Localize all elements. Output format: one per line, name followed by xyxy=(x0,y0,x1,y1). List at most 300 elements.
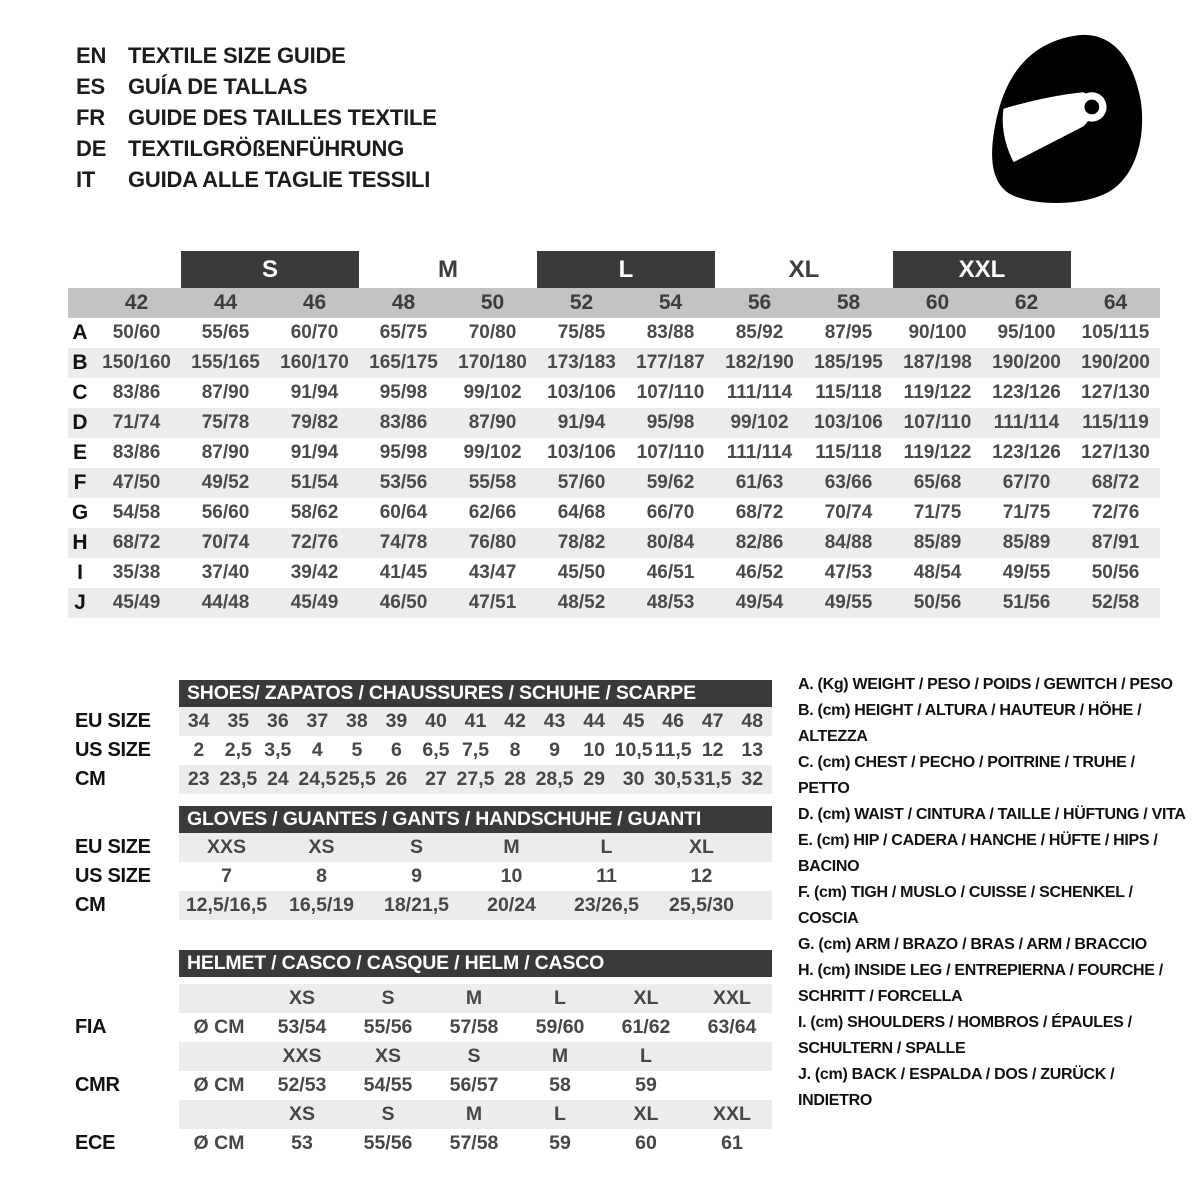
size-number: 42 xyxy=(124,291,149,314)
size-number: 56 xyxy=(747,291,772,314)
measurement-value: 103/106 xyxy=(814,412,883,433)
shoes-row xyxy=(75,736,772,765)
size-number: 58 xyxy=(836,291,861,314)
diameter-unit: Ø CM xyxy=(193,1132,245,1154)
measurement-value: 41/45 xyxy=(379,562,428,583)
shoes-row xyxy=(75,765,772,794)
helmet-size-label: XS xyxy=(288,1103,315,1125)
shoe-size-value: 27,5 xyxy=(456,768,495,790)
measurement-value: 62/66 xyxy=(468,502,517,523)
helmet-values-row xyxy=(75,1071,772,1100)
measurement-value: 75/78 xyxy=(201,412,250,433)
gloves-row xyxy=(75,891,772,920)
measurement-value: 99/102 xyxy=(730,412,789,433)
measurement-rows xyxy=(68,318,1160,618)
shoe-size-value: 9 xyxy=(549,739,560,761)
measurement-value: 50/56 xyxy=(913,592,962,613)
shoe-size-value: 24,5 xyxy=(298,768,337,790)
helmet-size-label: L xyxy=(554,987,566,1009)
measurement-value: 48/53 xyxy=(646,592,695,613)
measurement-value: 46/52 xyxy=(735,562,784,583)
measurement-value: 74/78 xyxy=(379,532,428,553)
shoe-size-value: 6 xyxy=(390,739,402,761)
helmet-standard-section xyxy=(75,984,772,1042)
gloves-row xyxy=(75,862,772,891)
measurement-value: 85/89 xyxy=(1002,532,1051,553)
measurement-value: 49/52 xyxy=(201,472,250,493)
measurement-value: 150/160 xyxy=(102,352,171,373)
glove-size-value: 8 xyxy=(316,865,327,887)
measurement-value: 57/60 xyxy=(557,472,606,493)
legend-item: B. (cm) HEIGHT / ALTURA / HAUTEUR / HÖHE / ALTEZZA xyxy=(798,702,1142,745)
measurement-value: 66/70 xyxy=(646,502,695,523)
measurement-value: 45/50 xyxy=(557,562,606,583)
measurement-value: 60/64 xyxy=(379,502,428,523)
shoe-size-value: 44 xyxy=(583,710,605,732)
measurement-value: 87/90 xyxy=(201,442,250,463)
measurement-value: 170/180 xyxy=(458,352,527,373)
measurement-value: 177/187 xyxy=(636,352,705,373)
shoe-size-value: 29 xyxy=(583,768,605,790)
measurement-value: 95/100 xyxy=(997,322,1056,343)
measurement-value: 105/115 xyxy=(1081,322,1150,343)
gloves-row-label: CM xyxy=(75,894,106,916)
helmet-standard-section xyxy=(75,1100,772,1158)
guide-title-row xyxy=(76,133,437,164)
measurement-row xyxy=(68,318,1160,348)
shoes-row xyxy=(75,707,772,736)
measurement-value: 58/62 xyxy=(290,502,339,523)
measurement-row-label: C xyxy=(72,381,88,404)
measurement-legend xyxy=(798,672,1190,1114)
measurement-value: 65/75 xyxy=(379,322,428,343)
helmet-standard-label: CMR xyxy=(75,1074,120,1096)
shoe-size-value: 11,5 xyxy=(654,739,692,761)
measurement-value: 46/50 xyxy=(379,592,428,613)
helmet-circumference-value: 57/58 xyxy=(449,1016,499,1038)
measurement-value: 61/63 xyxy=(735,472,784,493)
measurement-value: 46/51 xyxy=(646,562,695,583)
measurement-value: 75/85 xyxy=(557,322,606,343)
legend-item: I. (cm) SHOULDERS / HOMBROS / ÉPAULES / SCHULTERN / SPALLE xyxy=(798,1014,1132,1057)
glove-size-value: XS xyxy=(308,836,335,858)
glove-size-value: 12 xyxy=(690,865,713,887)
measurement-value: 190/200 xyxy=(992,352,1061,373)
shoes-rows xyxy=(75,707,772,794)
glove-size-value: XL xyxy=(689,836,714,858)
shoe-size-value: 40 xyxy=(425,710,447,732)
helmet-sizes-row xyxy=(179,984,772,1013)
glove-size-value: 25,5/30 xyxy=(668,894,735,916)
measurement-value: 165/175 xyxy=(369,352,438,373)
measurement-value: 63/66 xyxy=(824,472,873,493)
helmet-size-label: XXL xyxy=(713,1103,751,1125)
shoe-size-value: 45 xyxy=(622,710,645,732)
shoe-size-value: 3,5 xyxy=(264,739,292,761)
measurement-value: 71/75 xyxy=(1002,502,1051,523)
helmet-standard-label: FIA xyxy=(75,1016,107,1038)
helmet-size-label: L xyxy=(554,1103,566,1125)
language-code: EN xyxy=(76,43,107,68)
measurement-value: 91/94 xyxy=(290,382,339,403)
measurement-value: 72/76 xyxy=(1091,502,1140,523)
helmet-circumference-value: 54/55 xyxy=(363,1074,413,1096)
guide-title-text: TEXTILGRÖßENFÜHRUNG xyxy=(128,136,405,161)
helmet-circumference-value: 55/56 xyxy=(363,1016,413,1038)
measurement-row-label: A xyxy=(72,321,88,344)
gloves-size-table xyxy=(75,806,772,920)
measurement-value: 187/198 xyxy=(903,352,972,373)
size-group-label: L xyxy=(537,251,715,288)
size-group-label: XXL xyxy=(893,251,1071,288)
language-code: IT xyxy=(76,167,96,192)
size-number-header xyxy=(68,288,1160,318)
helmet-circumference-value: 55/56 xyxy=(363,1132,413,1154)
glove-size-value: 7 xyxy=(221,865,232,887)
measurement-value: 70/80 xyxy=(468,322,517,343)
measurement-row xyxy=(68,348,1160,378)
measurement-row-label: B xyxy=(72,351,88,374)
gloves-row-label: EU SIZE xyxy=(75,836,151,858)
measurement-value: 68/72 xyxy=(112,532,161,553)
measurement-value: 48/54 xyxy=(913,562,962,583)
size-number: 52 xyxy=(569,291,594,314)
measurement-value: 70/74 xyxy=(824,502,873,523)
measurement-value: 115/118 xyxy=(815,442,882,463)
measurement-value: 59/62 xyxy=(646,472,695,493)
shoes-row-label: CM xyxy=(75,768,106,790)
measurement-value: 68/72 xyxy=(735,502,784,523)
helmet-values-row xyxy=(75,1013,772,1042)
size-number: 44 xyxy=(213,291,238,314)
measurement-value: 95/98 xyxy=(646,412,695,433)
measurement-value: 111/114 xyxy=(993,412,1060,433)
textile-size-table xyxy=(68,251,1160,618)
shoe-size-value: 47 xyxy=(701,710,724,732)
measurement-value: 107/110 xyxy=(636,382,705,403)
measurement-value: 51/54 xyxy=(290,472,339,493)
measurement-value: 85/89 xyxy=(913,532,962,553)
shoe-size-value: 10,5 xyxy=(614,739,653,761)
helmet-sizes-row xyxy=(179,1100,772,1129)
measurement-value: 107/110 xyxy=(636,442,705,463)
measurement-value: 37/40 xyxy=(201,562,250,583)
measurement-value: 83/88 xyxy=(646,322,695,343)
shoe-size-value: 2 xyxy=(193,739,205,761)
helmet-circumference-value: 61 xyxy=(721,1132,743,1154)
measurement-value: 119/122 xyxy=(903,442,972,463)
helmet-size-label: S xyxy=(467,1045,481,1067)
measurement-value: 173/183 xyxy=(547,352,616,373)
glove-size-value: M xyxy=(503,836,520,858)
measurement-value: 99/102 xyxy=(463,442,522,463)
shoe-size-value: 48 xyxy=(741,710,764,732)
size-number: 50 xyxy=(480,291,505,314)
helmet-circumference-value: 53/54 xyxy=(277,1016,327,1038)
measurement-value: 78/82 xyxy=(557,532,606,553)
helmet-circumference-value: 60 xyxy=(635,1132,657,1154)
helmet-sizes-row xyxy=(179,1042,772,1071)
measurement-row xyxy=(68,558,1160,588)
measurement-value: 68/72 xyxy=(1091,472,1140,493)
measurement-value: 80/84 xyxy=(646,532,695,553)
legend-item: C. (cm) CHEST / PECHO / POITRINE / TRUHE / PETTO xyxy=(798,754,1135,797)
measurement-value: 47/51 xyxy=(468,592,517,613)
glove-size-value: 20/24 xyxy=(487,894,536,916)
helmet-size-label: M xyxy=(465,987,483,1009)
measurement-value: 71/75 xyxy=(913,502,962,523)
shoe-size-value: 34 xyxy=(187,710,210,732)
measurement-value: 64/68 xyxy=(557,502,606,523)
helmet-circumference-value: 57/58 xyxy=(449,1132,499,1154)
shoe-size-value: 7,5 xyxy=(461,739,490,761)
glove-size-value: S xyxy=(409,836,423,858)
measurement-value: 55/65 xyxy=(201,322,250,343)
measurement-value: 111/114 xyxy=(726,382,793,403)
measurement-row-label: J xyxy=(74,591,86,614)
measurement-value: 83/86 xyxy=(112,442,161,463)
glove-size-value: L xyxy=(600,836,613,858)
measurement-value: 39/42 xyxy=(290,562,339,583)
measurement-row-label: G xyxy=(71,501,89,524)
measurement-value: 50/60 xyxy=(112,322,161,343)
measurement-value: 90/100 xyxy=(908,322,967,343)
shoe-size-value: 28 xyxy=(504,768,526,790)
shoe-size-value: 41 xyxy=(464,710,487,732)
shoes-row-label: EU SIZE xyxy=(75,710,151,732)
measurement-row-label: E xyxy=(72,441,87,464)
measurement-value: 127/130 xyxy=(1081,382,1150,403)
shoe-size-value: 42 xyxy=(504,710,526,732)
measurement-value: 87/90 xyxy=(201,382,250,403)
measurement-value: 83/86 xyxy=(379,412,428,433)
shoe-size-value: 30 xyxy=(622,768,645,790)
shoe-size-value: 2,5 xyxy=(224,739,252,761)
diameter-unit: Ø CM xyxy=(193,1016,245,1038)
measurement-value: 87/91 xyxy=(1091,532,1140,553)
guide-title-row xyxy=(76,71,437,102)
helmet-circumference-value: 53 xyxy=(291,1132,313,1154)
measurement-row-label: I xyxy=(77,561,83,584)
shoe-size-value: 31,5 xyxy=(693,768,732,790)
measurement-value: 43/47 xyxy=(468,562,517,583)
shoes-table-title: SHOES/ ZAPATOS / CHAUSSURES / SCHUHE / SCARPE xyxy=(179,680,772,707)
shoe-size-value: 27 xyxy=(425,768,447,790)
measurement-value: 155/165 xyxy=(191,352,260,373)
shoe-size-value: 13 xyxy=(741,739,764,761)
helmet-size-label: M xyxy=(551,1045,569,1067)
glove-size-value: 23/26,5 xyxy=(573,894,640,916)
guide-title-text: GUIDE DES TAILLES TEXTILE xyxy=(128,105,437,130)
legend-item: A. (Kg) WEIGHT / PESO / POIDS / GEWITCH / PESO xyxy=(798,676,1173,693)
legend-item: D. (cm) WAIST / CINTURA / TAILLE / HÜFTUNG / VITA xyxy=(798,806,1186,823)
shoe-size-value: 4 xyxy=(311,739,323,761)
size-group-header xyxy=(68,251,1160,288)
glove-size-value: 18/21,5 xyxy=(383,894,450,916)
legend-item: G. (cm) ARM / BRAZO / BRAS / ARM / BRACCIO xyxy=(798,936,1147,953)
helmet-icon xyxy=(975,26,1159,210)
size-number: 48 xyxy=(391,291,416,314)
measurement-value: 53/56 xyxy=(379,472,428,493)
helmet-size-table xyxy=(75,950,772,1158)
measurement-value: 119/122 xyxy=(903,382,972,403)
measurement-row xyxy=(68,588,1160,618)
measurement-row-label: H xyxy=(72,531,88,554)
glove-size-value: 16,5/19 xyxy=(288,894,355,916)
measurement-value: 49/54 xyxy=(735,592,784,613)
measurement-value: 190/200 xyxy=(1081,352,1150,373)
measurement-value: 44/48 xyxy=(201,592,250,613)
measurement-value: 72/76 xyxy=(290,532,339,553)
helmet-size-label: XXS xyxy=(282,1045,322,1067)
shoe-size-value: 30,5 xyxy=(654,768,693,790)
measurement-value: 182/190 xyxy=(725,352,794,373)
helmet-size-label: XS xyxy=(374,1045,401,1067)
measurement-value: 91/94 xyxy=(557,412,606,433)
measurement-value: 51/56 xyxy=(1002,592,1051,613)
measurement-value: 47/53 xyxy=(824,562,873,583)
guide-title-text: TEXTILE SIZE GUIDE xyxy=(128,43,346,68)
measurement-value: 84/88 xyxy=(824,532,873,553)
measurement-value: 127/130 xyxy=(1081,442,1150,463)
measurement-value: 60/70 xyxy=(290,322,339,343)
guide-title-row xyxy=(76,164,437,195)
helmet-circumference-value: 56/57 xyxy=(449,1074,499,1096)
shoe-size-value: 23,5 xyxy=(219,768,258,790)
glove-size-value: 9 xyxy=(411,865,422,887)
helmet-size-label: L xyxy=(640,1045,652,1067)
shoe-size-value: 24 xyxy=(266,768,289,790)
guide-title-text: GUÍA DE TALLAS xyxy=(128,74,308,99)
measurement-value: 82/86 xyxy=(735,532,784,553)
shoe-size-value: 39 xyxy=(385,710,408,732)
shoe-size-value: 32 xyxy=(741,768,764,790)
language-code: FR xyxy=(76,105,105,130)
measurement-value: 115/119 xyxy=(1082,412,1149,433)
shoe-size-value: 36 xyxy=(266,710,289,732)
helmet-size-label: S xyxy=(381,987,395,1009)
shoe-size-value: 46 xyxy=(662,710,684,732)
measurement-value: 111/114 xyxy=(726,442,793,463)
measurement-value: 87/90 xyxy=(468,412,517,433)
measurement-value: 50/56 xyxy=(1091,562,1140,583)
measurement-value: 45/49 xyxy=(290,592,339,613)
measurement-value: 52/58 xyxy=(1091,592,1140,613)
measurement-row xyxy=(68,408,1160,438)
measurement-value: 54/58 xyxy=(112,502,161,523)
measurement-value: 70/74 xyxy=(201,532,250,553)
guide-title-text: GUIDA ALLE TAGLIE TESSILI xyxy=(128,167,431,192)
helmet-standard-label: ECE xyxy=(75,1132,116,1154)
shoes-size-table xyxy=(75,680,772,794)
gloves-row xyxy=(75,833,772,862)
size-group-label: XL xyxy=(788,255,820,283)
measurement-value: 35/38 xyxy=(112,562,161,583)
size-number: 46 xyxy=(302,291,327,314)
language-code: DE xyxy=(76,136,107,161)
glove-size-value: 11 xyxy=(596,865,617,887)
measurement-value: 95/98 xyxy=(379,382,428,403)
helmet-size-label: XS xyxy=(288,987,315,1009)
measurement-value: 123/126 xyxy=(992,442,1061,463)
measurement-value: 103/106 xyxy=(547,382,616,403)
gloves-table-title: GLOVES / GUANTES / GANTS / HANDSCHUHE / GUANTI xyxy=(179,806,772,833)
helmet-circumference-value: 59 xyxy=(549,1132,571,1154)
helmet-circumference-value: 61/62 xyxy=(621,1016,671,1038)
diameter-unit: Ø CM xyxy=(193,1074,245,1096)
helmet-size-label: XXL xyxy=(713,987,751,1009)
measurement-value: 91/94 xyxy=(290,442,339,463)
shoe-size-value: 37 xyxy=(306,710,329,732)
helmet-circumference-value: 59/60 xyxy=(535,1016,585,1038)
measurement-value: 107/110 xyxy=(903,412,972,433)
measurement-value: 123/126 xyxy=(992,382,1061,403)
language-code: ES xyxy=(76,74,105,99)
size-group-label: S xyxy=(181,251,359,288)
measurement-value: 103/106 xyxy=(547,442,616,463)
helmet-circumference-value: 59 xyxy=(635,1074,657,1096)
shoe-size-value: 10 xyxy=(583,739,605,761)
glove-size-value: 10 xyxy=(500,865,523,887)
shoe-size-value: 23 xyxy=(187,768,210,790)
measurement-value: 79/82 xyxy=(290,412,339,433)
helmet-size-label: M xyxy=(465,1103,483,1125)
measurement-value: 99/102 xyxy=(463,382,522,403)
helmet-circumference-value: 63/64 xyxy=(707,1016,757,1038)
measurement-value: 55/58 xyxy=(468,472,517,493)
legend-item: F. (cm) TIGH / MUSLO / CUISSE / SCHENKEL / COSCIA xyxy=(798,884,1133,927)
measurement-row xyxy=(68,438,1160,468)
legend-item: J. (cm) BACK / ESPALDA / DOS / ZURÜCK / INDIETRO xyxy=(798,1066,1115,1109)
guide-title-row xyxy=(76,40,437,71)
gloves-rows xyxy=(75,833,772,920)
size-number-spacer xyxy=(68,288,92,318)
glove-size-value: XXS xyxy=(206,836,247,858)
measurement-row-label: D xyxy=(72,411,88,434)
guide-title-row xyxy=(76,102,437,133)
guide-title-block xyxy=(76,40,437,195)
measurement-value: 85/92 xyxy=(735,322,784,343)
measurement-value: 71/74 xyxy=(112,412,161,433)
measurement-value: 160/170 xyxy=(280,352,349,373)
measurement-row xyxy=(68,468,1160,498)
measurement-row xyxy=(68,528,1160,558)
shoe-size-value: 5 xyxy=(351,739,363,761)
shoe-size-value: 8 xyxy=(509,739,521,761)
size-group-label: M xyxy=(438,255,458,283)
glove-size-value: 12,5/16,5 xyxy=(185,894,268,916)
helmet-values-row xyxy=(75,1129,772,1158)
helmet-table-gap xyxy=(179,977,772,984)
shoes-row-label: US SIZE xyxy=(75,739,151,761)
measurement-value: 95/98 xyxy=(379,442,428,463)
size-number: 62 xyxy=(1014,291,1039,314)
size-group-spacer xyxy=(68,251,181,288)
measurement-row xyxy=(68,498,1160,528)
measurement-value: 67/70 xyxy=(1002,472,1051,493)
helmet-size-label: XL xyxy=(633,987,659,1009)
measurement-value: 49/55 xyxy=(1002,562,1051,583)
measurement-value: 87/95 xyxy=(824,322,873,343)
shoe-size-value: 35 xyxy=(227,710,250,732)
measurement-value: 65/68 xyxy=(913,472,962,493)
helmet-circumference-value: 58 xyxy=(549,1074,571,1096)
legend-item: E. (cm) HIP / CADERA / HANCHE / HÜFTE / HIPS / BACINO xyxy=(798,832,1158,875)
shoe-size-value: 28,5 xyxy=(535,768,574,790)
measurement-value: 56/60 xyxy=(201,502,250,523)
measurement-value: 49/55 xyxy=(824,592,873,613)
measurement-value: 47/50 xyxy=(112,472,161,493)
